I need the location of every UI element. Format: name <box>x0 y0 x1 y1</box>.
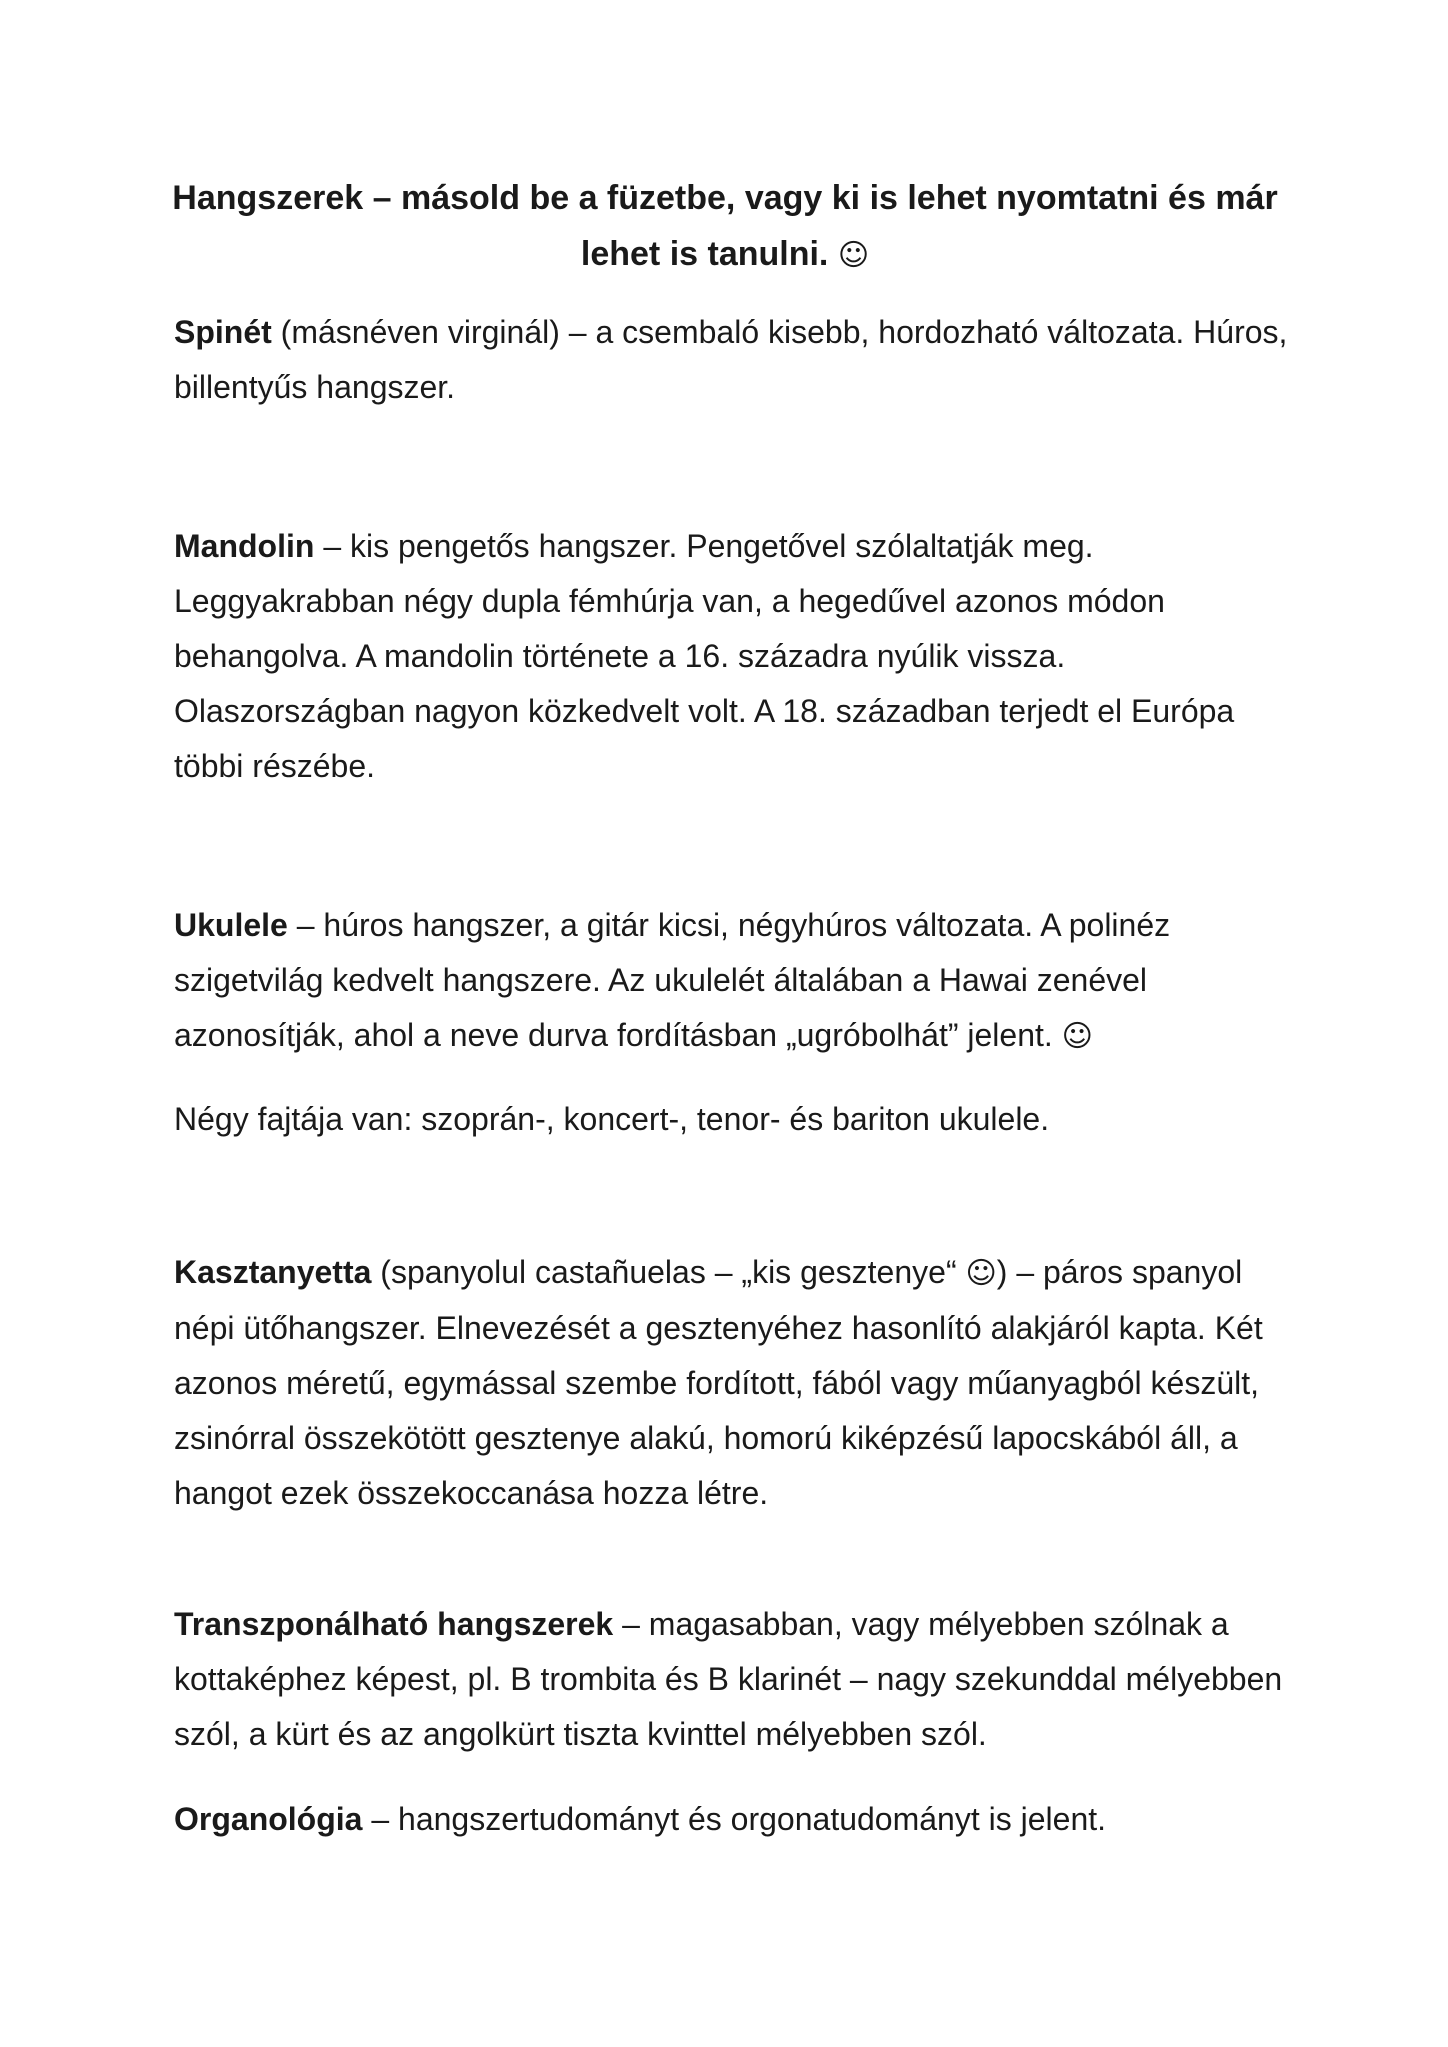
entry-text: – hangszertudományt és orgonatudományt is jelent. <box>362 1801 1107 1837</box>
entry-ukulele <box>174 898 1304 1064</box>
entry-term: Organológia <box>174 1801 363 1837</box>
entry-text: ) – páros spanyol népi ütőhangszer. Elnevezését a gesztenyéhez hasonlító alakjáról kapta. Két azonos méretű, egymással szembe fordított, fából vagy műanyagból készült, zsinórral összekötött gesztenye alakú, homorú kiképzésű lapocskából áll, a hangot ezek összekoccanása hozza létre. <box>174 1254 1263 1511</box>
entry-term: Transzponálható hangszerek <box>174 1606 614 1642</box>
entry-term: Mandolin <box>174 528 315 564</box>
entry-text: – húros hangszer, a gitár kicsi, négyhúros változata. A polinéz szigetvilág kedvelt hangszere. Az ukulelét általában a Hawai zenével azonosítják, ahol a neve durva fordításban „ugróbolhát” jelent. <box>174 907 1171 1053</box>
entry-organologia <box>174 1792 1304 1847</box>
page-title <box>160 170 1290 284</box>
entry-transzponalhato <box>174 1597 1304 1762</box>
smiley-icon: ☺ <box>1061 1019 1093 1054</box>
entry-mandolin <box>174 519 1304 794</box>
smiley-icon: ☺ <box>965 1256 997 1291</box>
title-line-1: Hangszerek – másold be a füzetbe, vagy ki is lehet nyomtatni és már <box>172 179 1278 217</box>
title-line-2: lehet is tanulni. <box>580 235 829 273</box>
entry-spinet <box>174 305 1304 415</box>
entry-text: (spanyolul castañuelas – „kis gesztenye“ <box>371 1254 966 1290</box>
entry-kasztanyetta <box>174 1245 1304 1521</box>
entry-text: – kis pengetős hangszer. Pengetővel szólaltatják meg. Leggyakrabban négy dupla fémhúrja van, a hegedűvel azonos módon behangolva. A mandolin története a 16. századra nyúlik vissza. Olaszországban nagyon közkedvelt volt. A 18. században terjedt el Európa többi részébe. <box>174 528 1235 784</box>
entry-text: (másnéven virginál) – a csembaló kisebb, hordozható változata. Húros, billentyűs hangszer. <box>174 314 1288 405</box>
smiley-icon: ☺ <box>837 238 870 273</box>
entry-term: Kasztanyetta <box>174 1254 372 1290</box>
entry-term: Spinét <box>174 314 272 350</box>
entry-ukulele-types: Négy fajtája van: szoprán-, koncert-, tenor- és bariton ukulele. <box>174 1101 1050 1137</box>
entry-text: – magasabban, vagy mélyebben szólnak a kottaképhez képest, pl. B trombita és B klarinét – nagy szekunddal mélyebben szól, a kürt és az angolkürt tiszta kvinttel mélyebben szól. <box>174 1606 1283 1752</box>
entry-term: Ukulele <box>174 907 288 943</box>
